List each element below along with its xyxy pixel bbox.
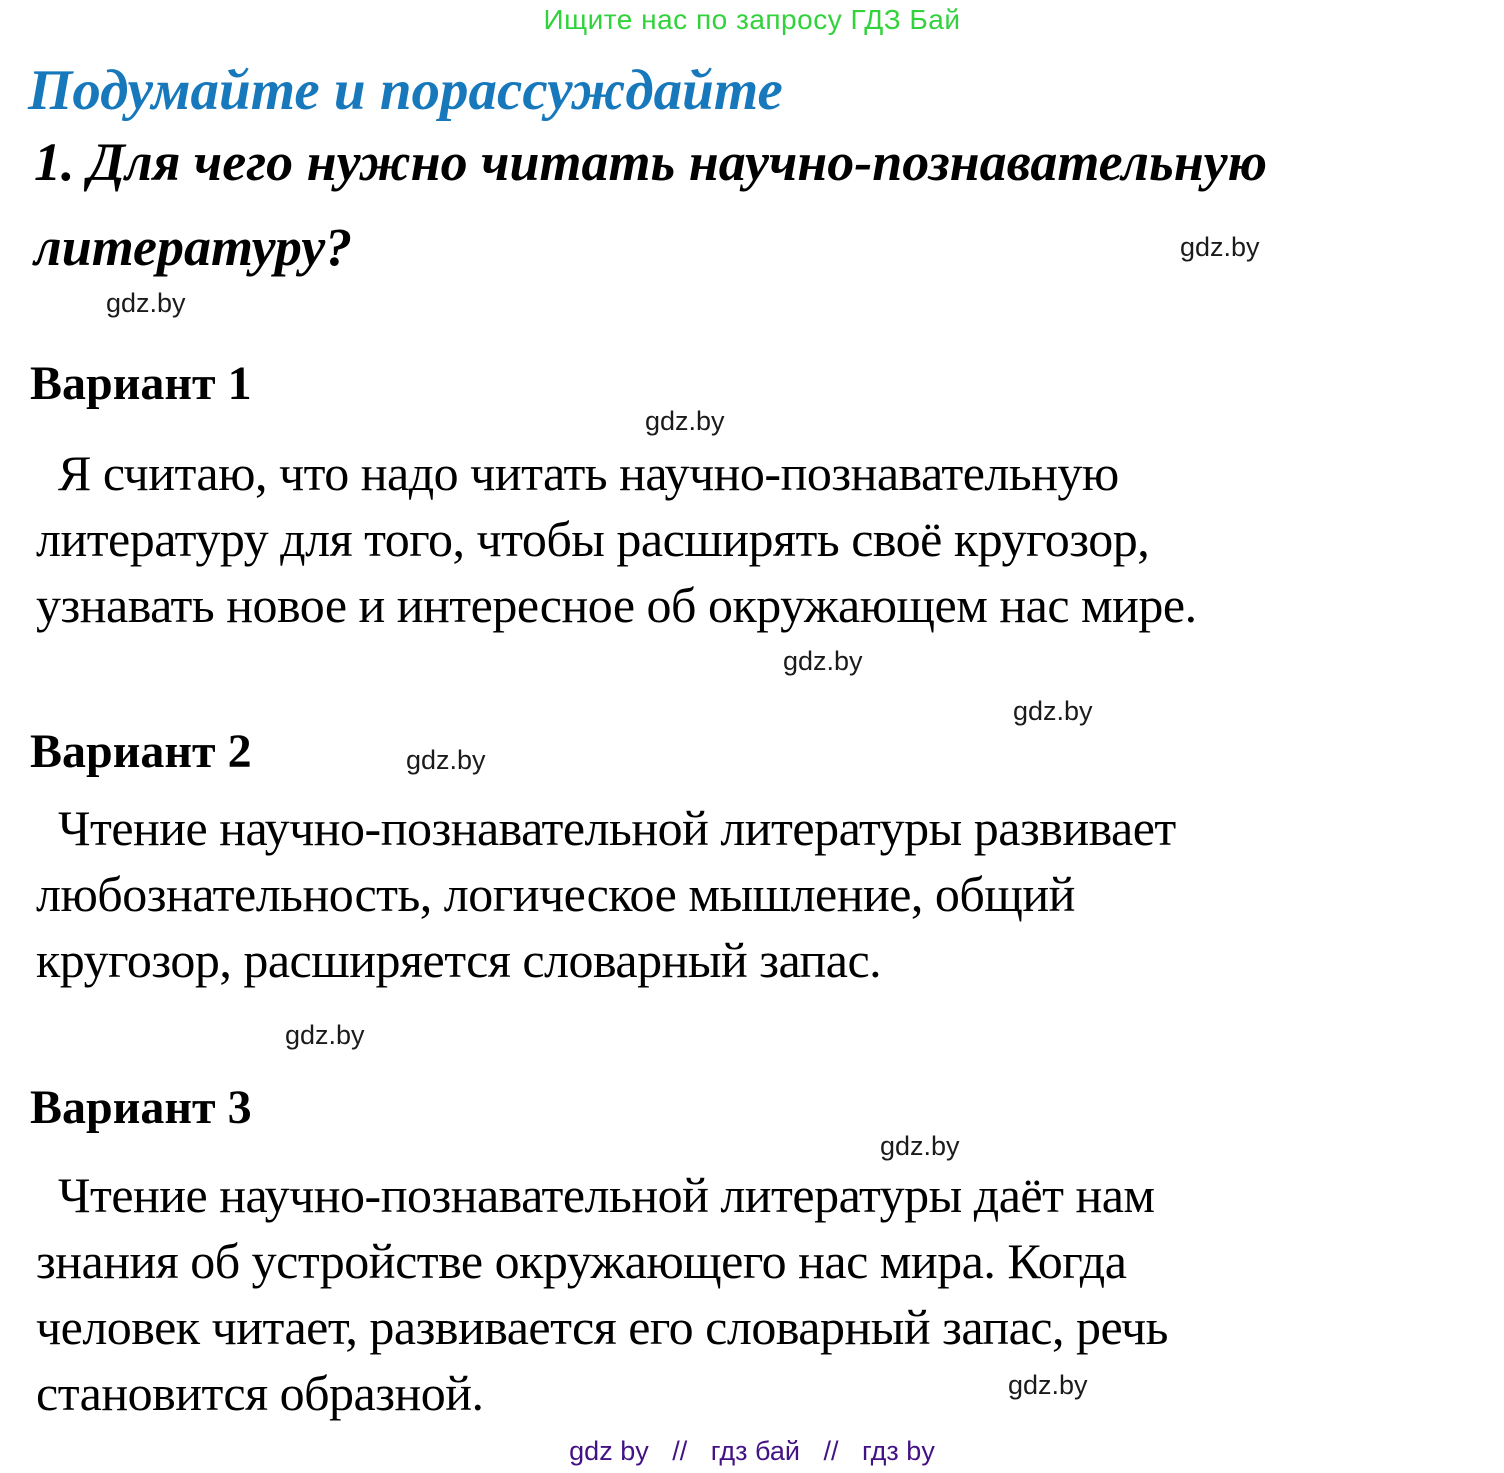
question-line-1: 1. Для чего нужно читать научно-познавательную [34, 132, 1268, 192]
footer-links [0, 1436, 1504, 1467]
gdz-watermark: gdz.by [645, 406, 725, 436]
variant-1-answer [36, 440, 1197, 638]
question-line-2: литературу? [34, 217, 353, 277]
answer-line: становится образной. [36, 1365, 484, 1421]
gdz-watermark: gdz.by [1180, 232, 1260, 262]
answer-line: литературу для того, чтобы расширять своё кругозор, [36, 511, 1150, 567]
top-banner-text: Ищите нас по запросу ГДЗ Бай [543, 4, 961, 35]
answer-line: человек читает, развивается его словарный запас, речь [36, 1299, 1168, 1355]
answer-line: знания об устройстве окружающего нас мира. Когда [36, 1233, 1127, 1289]
variant-2-answer [36, 795, 1176, 993]
gdz-watermark: gdz.by [783, 646, 863, 676]
answer-line: любознательность, логическое мышление, общий [36, 866, 1075, 922]
footer-link-gdz-by[interactable]: gdz by [569, 1436, 649, 1466]
footer-separator: // [672, 1436, 688, 1466]
gdz-watermark: gdz.by [1013, 696, 1093, 726]
answer-line: Чтение научно-познавательной литературы даёт нам [58, 1167, 1155, 1223]
answer-line: Я считаю, что надо читать научно-познавательную [58, 445, 1119, 501]
answer-line: кругозор, расширяется словарный запас. [36, 932, 882, 988]
gdz-watermark: gdz.by [285, 1020, 365, 1050]
question-title [34, 120, 1267, 290]
answer-line: Чтение научно-познавательной литературы развивает [58, 800, 1176, 856]
footer-link-gdz-by-cyrillic[interactable]: гдз by [862, 1436, 935, 1466]
variant-1-heading: Вариант 1 [30, 357, 252, 410]
answer-line: узнавать новое и интересное об окружающем нас мире. [36, 577, 1197, 633]
footer-link-gdz-bai[interactable]: гдз бай [710, 1436, 800, 1466]
gdz-watermark: gdz.by [880, 1131, 960, 1161]
gdz-watermark: gdz.by [406, 745, 486, 775]
section-title: Подумайте и порассуждайте [28, 59, 783, 122]
variant-3-heading: Вариант 3 [30, 1081, 252, 1134]
gdz-watermark: gdz.by [106, 288, 186, 318]
variant-3-answer [36, 1162, 1168, 1426]
footer-separator: // [823, 1436, 839, 1466]
gdz-watermark: gdz.by [1008, 1370, 1088, 1400]
variant-2-heading: Вариант 2 [30, 725, 252, 778]
